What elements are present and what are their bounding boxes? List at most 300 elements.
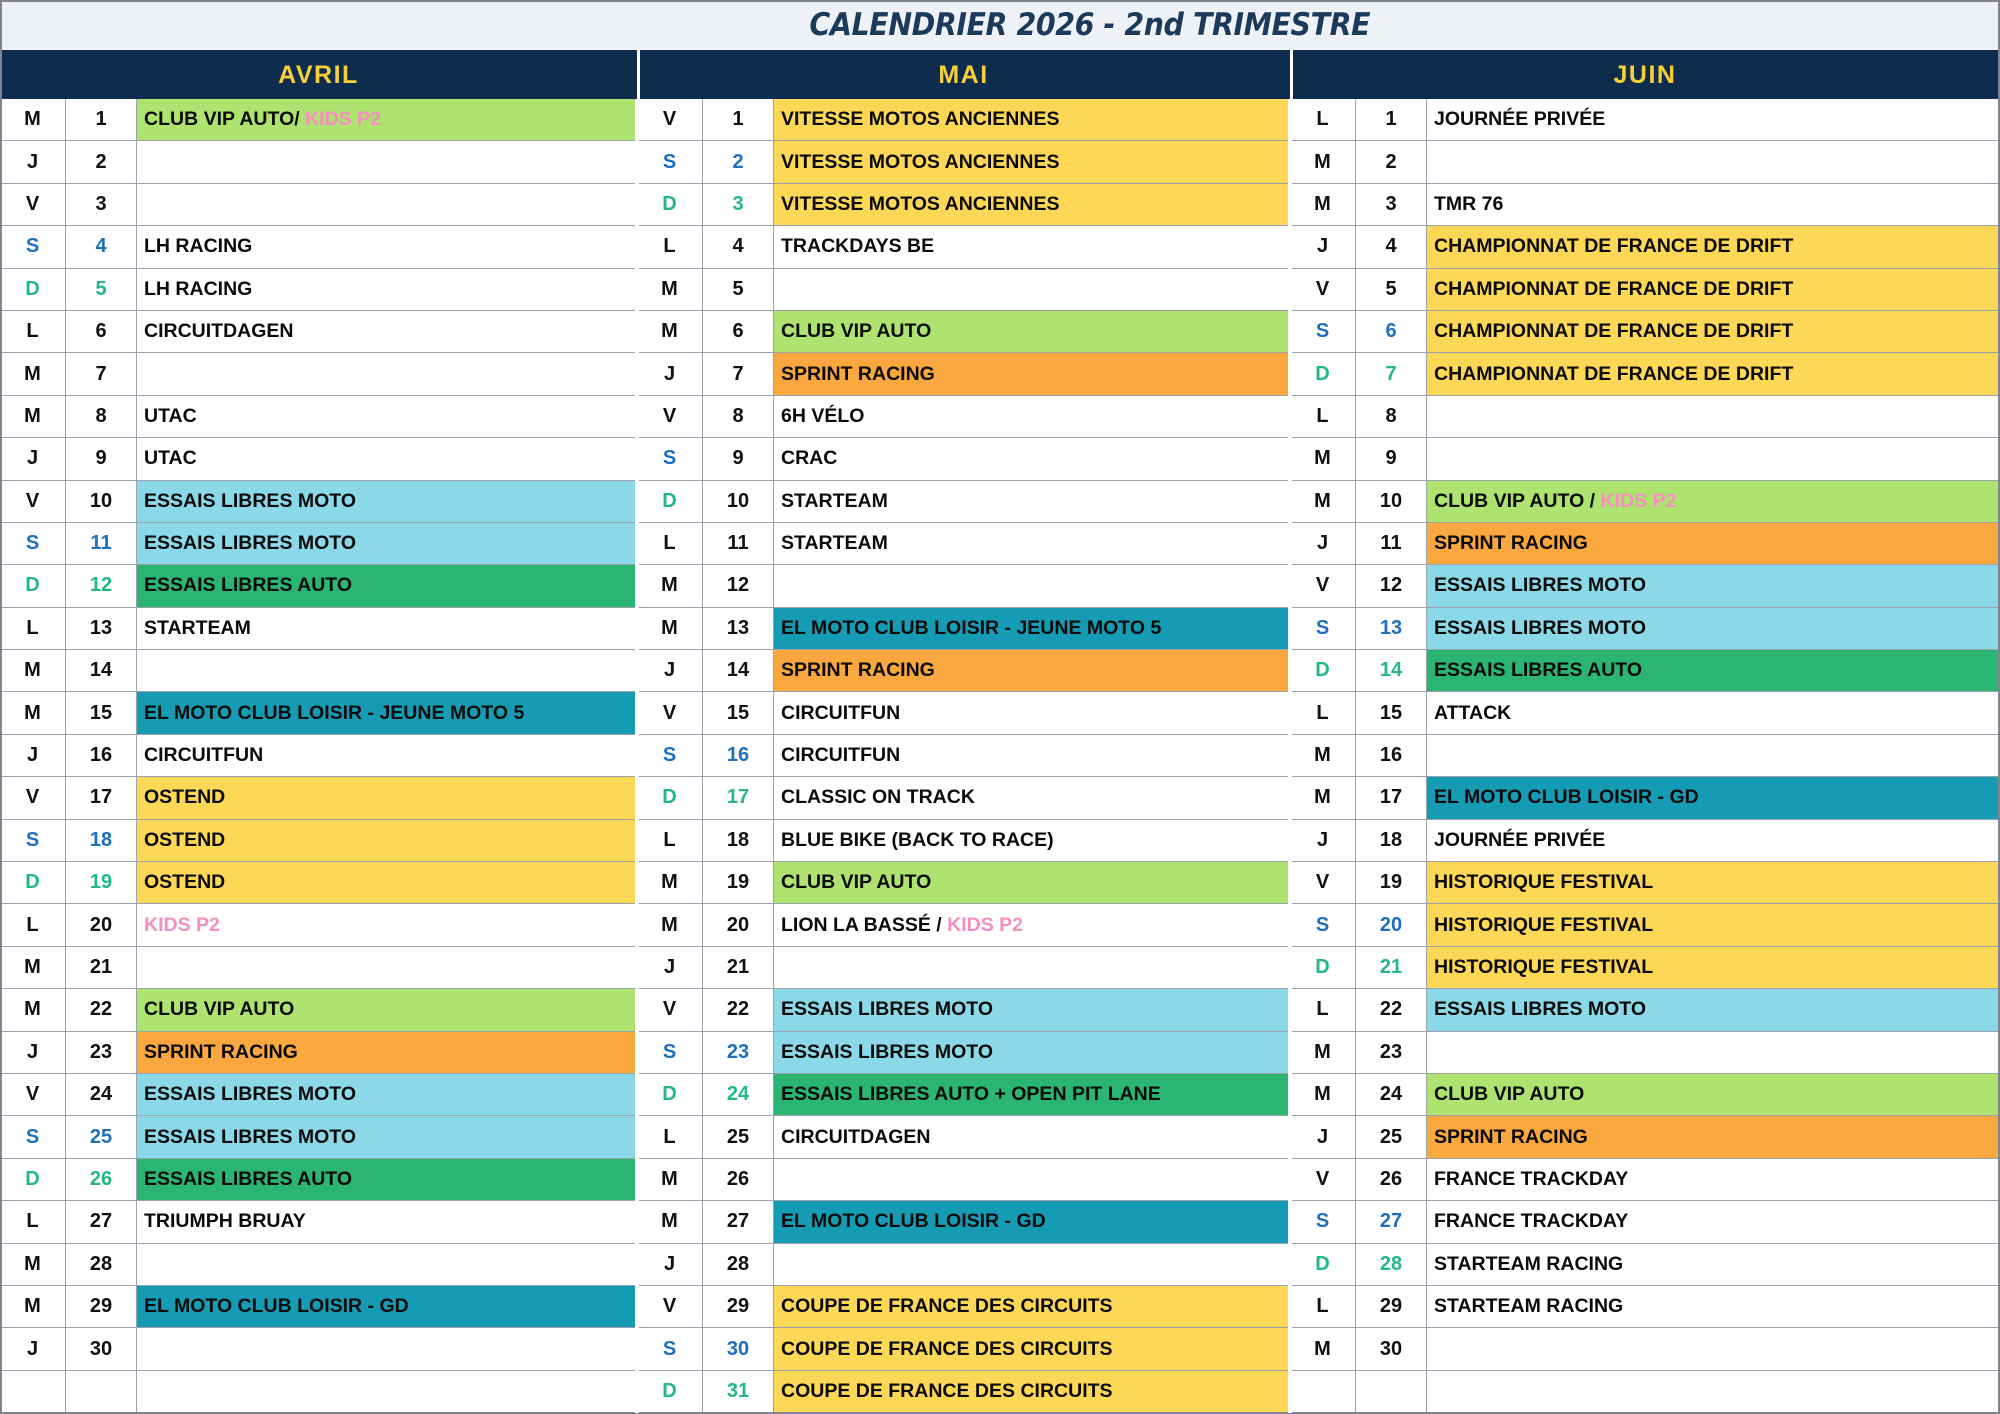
day-row (1290, 141, 2000, 183)
event-label: CIRCUITDAGEN (144, 320, 294, 343)
day-of-week-cell: M (1290, 777, 1356, 818)
event-cell[interactable] (1427, 1201, 2000, 1242)
event-cell[interactable] (774, 650, 1290, 691)
event-label: CIRCUITDAGEN (781, 1125, 931, 1148)
day-number-cell: 18 (1356, 820, 1427, 861)
day-row (637, 99, 1290, 141)
event-cell[interactable] (1427, 862, 2000, 903)
event-cell[interactable] (774, 226, 1290, 267)
event-cell[interactable] (1427, 269, 2000, 310)
event-label (144, 914, 637, 937)
event-cell[interactable] (774, 820, 1290, 861)
month-label-juin: JUIN (1613, 60, 1677, 89)
day-number-cell: 13 (703, 608, 774, 649)
event-cell[interactable] (774, 862, 1290, 903)
event-cell[interactable] (1427, 1074, 2000, 1115)
event-cell[interactable] (137, 269, 637, 310)
event-cell[interactable] (1427, 947, 2000, 988)
event-label: SPRINT RACING (781, 659, 935, 682)
event-cell[interactable] (1427, 1328, 2000, 1369)
day-of-week-cell: S (0, 820, 66, 861)
event-cell[interactable] (137, 904, 637, 945)
day-of-week-cell: M (1290, 1032, 1356, 1073)
event-cell[interactable] (137, 735, 637, 776)
day-number-cell: 14 (66, 650, 137, 691)
day-row (637, 565, 1290, 607)
event-label: CLUB VIP AUTO (781, 320, 932, 343)
day-of-week-cell: S (637, 735, 703, 776)
day-row (0, 1032, 637, 1074)
day-of-week-cell: J (0, 735, 66, 776)
event-cell[interactable] (774, 269, 1290, 310)
day-row (0, 523, 637, 565)
event-label: HISTORIQUE FESTIVAL (1434, 913, 1654, 936)
event-cell[interactable] (1427, 777, 2000, 818)
day-of-week-cell: J (637, 353, 703, 394)
event-cell[interactable] (137, 1244, 637, 1285)
day-number-cell: 20 (703, 904, 774, 945)
day-of-week-cell: M (1290, 481, 1356, 522)
month-column-avril (0, 99, 637, 1413)
event-cell[interactable] (137, 989, 637, 1030)
event-cell[interactable] (774, 438, 1290, 479)
event-cell[interactable] (137, 1201, 637, 1242)
event-cell[interactable] (774, 947, 1290, 988)
day-of-week-cell: J (0, 1328, 66, 1369)
page-title: CALENDRIER 2026 - 2nd TRIMESTRE (809, 7, 1371, 43)
event-cell[interactable] (137, 523, 637, 564)
day-of-week-cell: M (1290, 438, 1356, 479)
day-number-cell: 27 (66, 1201, 137, 1242)
day-row (637, 353, 1290, 395)
event-label: ESSAIS LIBRES MOTO (1434, 998, 1647, 1021)
day-row (1290, 904, 2000, 946)
day-number-cell: 24 (703, 1074, 774, 1115)
day-number-cell: 10 (66, 481, 137, 522)
event-cell[interactable] (774, 777, 1290, 818)
day-row (637, 650, 1290, 692)
day-of-week-cell (1290, 1371, 1356, 1413)
kids-p2-label: KIDS P2 (305, 108, 381, 131)
event-cell[interactable] (774, 481, 1290, 522)
day-of-week-cell: L (1290, 989, 1356, 1030)
event-label: STARTEAM RACING (1434, 1295, 1624, 1318)
day-of-week-cell: M (0, 353, 66, 394)
day-row (0, 1159, 637, 1201)
event-cell[interactable] (774, 523, 1290, 564)
day-of-week-cell: V (637, 1286, 703, 1327)
event-cell[interactable] (1427, 650, 2000, 691)
event-cell[interactable] (1427, 692, 2000, 733)
day-row (0, 1371, 637, 1413)
day-row (0, 1244, 637, 1286)
day-row (637, 481, 1290, 523)
day-row (0, 735, 637, 777)
title-bar (0, 0, 2000, 53)
day-row (1290, 1032, 2000, 1074)
event-label: STARTEAM RACING (1434, 1252, 1624, 1275)
day-number-cell: 20 (66, 904, 137, 945)
day-of-week-cell: M (0, 99, 66, 140)
event-cell[interactable] (137, 862, 637, 903)
day-row (637, 1244, 1290, 1286)
day-number-cell: 3 (703, 184, 774, 225)
day-number-cell: 24 (66, 1074, 137, 1115)
event-cell[interactable] (774, 989, 1290, 1030)
event-label: ESSAIS LIBRES AUTO (144, 1167, 353, 1190)
event-label: CHAMPIONNAT DE FRANCE DE DRIFT (1434, 320, 1794, 343)
day-of-week-cell: M (0, 1286, 66, 1327)
day-number-cell: 21 (703, 947, 774, 988)
event-cell[interactable] (137, 226, 637, 267)
event-cell[interactable] (774, 1032, 1290, 1073)
month-column-mai (637, 99, 1290, 1413)
day-of-week-cell: V (637, 396, 703, 437)
day-number-cell: 1 (703, 99, 774, 140)
day-number-cell: 26 (66, 1159, 137, 1200)
day-number-cell: 20 (1356, 904, 1427, 945)
day-number-cell: 25 (1356, 1116, 1427, 1157)
day-row (1290, 523, 2000, 565)
kids-p2-label: KIDS P2 (144, 913, 220, 936)
event-cell[interactable] (774, 1244, 1290, 1285)
day-of-week-cell: M (1290, 735, 1356, 776)
event-cell[interactable] (137, 608, 637, 649)
day-number-cell: 6 (66, 311, 137, 352)
day-row (0, 1074, 637, 1116)
day-of-week-cell: M (0, 1244, 66, 1285)
event-cell[interactable] (1427, 1032, 2000, 1073)
day-row (1290, 1159, 2000, 1201)
day-of-week-cell: L (637, 523, 703, 564)
day-row (637, 947, 1290, 989)
event-cell[interactable] (1427, 565, 2000, 606)
event-cell[interactable] (1427, 481, 2000, 522)
event-cell[interactable] (137, 1286, 637, 1327)
day-of-week-cell: L (637, 226, 703, 267)
day-of-week-cell: S (1290, 1201, 1356, 1242)
event-label: ESSAIS LIBRES AUTO (1434, 659, 1643, 682)
event-cell[interactable] (1427, 141, 2000, 182)
day-of-week-cell: L (1290, 1286, 1356, 1327)
day-row (0, 777, 637, 819)
event-cell[interactable] (1427, 99, 2000, 140)
event-cell[interactable] (137, 99, 637, 140)
day-row (1290, 820, 2000, 862)
event-cell[interactable] (774, 1116, 1290, 1157)
day-number-cell: 9 (66, 438, 137, 479)
day-of-week-cell: L (0, 311, 66, 352)
day-of-week-cell: L (0, 608, 66, 649)
day-row (0, 904, 637, 946)
event-cell[interactable] (774, 1371, 1290, 1413)
day-row (637, 269, 1290, 311)
event-cell[interactable] (1427, 1371, 2000, 1413)
event-label: STARTEAM (781, 489, 888, 512)
event-label: CHAMPIONNAT DE FRANCE DE DRIFT (1434, 235, 1794, 258)
event-cell[interactable] (137, 565, 637, 606)
event-cell[interactable] (137, 1159, 637, 1200)
month-header-juin (1290, 53, 2000, 97)
event-cell[interactable] (1427, 311, 2000, 352)
event-cell[interactable] (774, 692, 1290, 733)
event-cell[interactable] (137, 311, 637, 352)
day-number-cell: 18 (703, 820, 774, 861)
day-number-cell: 16 (703, 735, 774, 776)
day-row (637, 862, 1290, 904)
day-number-cell (1356, 1371, 1427, 1413)
event-cell[interactable] (1427, 523, 2000, 564)
day-row (1290, 1328, 2000, 1370)
event-label: HISTORIQUE FESTIVAL (1434, 956, 1654, 978)
event-label: ESSAIS LIBRES MOTO (144, 489, 357, 512)
day-number-cell: 4 (1356, 226, 1427, 267)
event-label: CHAMPIONNAT DE FRANCE DE DRIFT (1434, 362, 1794, 385)
day-of-week-cell: V (0, 777, 66, 818)
event-label: LION LA BASSÉ / KIDS P2 (781, 913, 1023, 936)
day-number-cell: 23 (66, 1032, 137, 1073)
month-header-avril (0, 53, 637, 97)
event-label: LH RACING (144, 277, 253, 300)
event-cell[interactable] (137, 438, 637, 479)
day-of-week-cell: L (0, 904, 66, 945)
event-cell[interactable] (774, 1074, 1290, 1115)
event-cell[interactable] (1427, 1116, 2000, 1157)
event-cell[interactable] (1427, 184, 2000, 225)
day-row (1290, 438, 2000, 480)
event-cell[interactable] (137, 1328, 637, 1369)
day-number-cell: 17 (66, 777, 137, 818)
event-cell[interactable] (1427, 904, 2000, 945)
event-cell[interactable] (774, 735, 1290, 776)
day-row (0, 184, 637, 226)
event-cell[interactable] (1427, 396, 2000, 437)
day-number-cell: 6 (703, 311, 774, 352)
event-cell[interactable] (137, 396, 637, 437)
event-label: JOURNÉE PRIVÉE (1434, 828, 1606, 851)
event-label: CLUB VIP AUTO/ KIDS P2 (144, 108, 381, 131)
event-label: CIRCUITFUN (144, 744, 264, 767)
event-cell[interactable] (774, 184, 1290, 225)
event-label: EL MOTO CLUB LOISIR - GD (144, 1295, 409, 1318)
day-number-cell: 27 (703, 1201, 774, 1242)
event-label: CIRCUITFUN (781, 701, 901, 724)
day-row (1290, 1116, 2000, 1158)
day-of-week-cell: S (1290, 608, 1356, 649)
event-cell[interactable] (1427, 1244, 2000, 1285)
day-number-cell: 30 (66, 1328, 137, 1369)
day-of-week-cell: M (1290, 184, 1356, 225)
day-row (637, 820, 1290, 862)
event-cell[interactable] (774, 311, 1290, 352)
event-label: COUPE DE FRANCE DES CIRCUITS (781, 1380, 1113, 1403)
day-number-cell: 28 (66, 1244, 137, 1285)
event-cell[interactable] (137, 141, 637, 182)
event-cell[interactable] (774, 904, 1290, 945)
day-row (1290, 862, 2000, 904)
event-cell[interactable] (137, 184, 637, 225)
event-cell[interactable] (137, 353, 637, 394)
event-cell[interactable] (137, 820, 637, 861)
event-label: COUPE DE FRANCE DES CIRCUITS (781, 1295, 1113, 1318)
day-row (0, 141, 637, 183)
day-number-cell: 31 (703, 1371, 774, 1413)
day-number-cell: 8 (1356, 396, 1427, 437)
event-label: CLUB VIP AUTO / KIDS P2 (1434, 489, 1677, 512)
day-row (0, 1116, 637, 1158)
event-cell[interactable] (1427, 735, 2000, 776)
day-of-week-cell: V (0, 184, 66, 225)
day-of-week-cell: J (1290, 1116, 1356, 1157)
day-of-week-cell: D (637, 184, 703, 225)
day-of-week-cell: V (1290, 1159, 1356, 1200)
day-row (1290, 735, 2000, 777)
event-cell[interactable] (137, 777, 637, 818)
day-number-cell: 1 (1356, 99, 1427, 140)
day-number-cell: 27 (1356, 1201, 1427, 1242)
day-of-week-cell: M (1290, 141, 1356, 182)
event-cell[interactable] (137, 650, 637, 691)
day-number-cell: 9 (1356, 438, 1427, 479)
day-of-week-cell: J (637, 1244, 703, 1285)
month-column-juin (1290, 99, 2000, 1413)
event-label: ESSAIS LIBRES MOTO (781, 998, 994, 1021)
event-label: LH RACING (144, 235, 253, 258)
event-label: EL MOTO CLUB LOISIR - JEUNE MOTO 5 (144, 701, 525, 724)
event-cell[interactable] (137, 481, 637, 522)
day-of-week-cell: D (0, 862, 66, 903)
day-of-week-cell: M (0, 947, 66, 988)
day-row (1290, 311, 2000, 353)
event-label: VITESSE MOTOS ANCIENNES (781, 192, 1060, 215)
day-of-week-cell: M (1290, 1074, 1356, 1115)
event-label: ESSAIS LIBRES MOTO (144, 1083, 357, 1106)
event-cell[interactable] (137, 1032, 637, 1073)
day-row (0, 481, 637, 523)
day-row (0, 650, 637, 692)
day-row (0, 820, 637, 862)
day-row (637, 311, 1290, 353)
day-row (637, 989, 1290, 1031)
day-of-week-cell: M (0, 692, 66, 733)
event-cell[interactable] (1427, 353, 2000, 394)
event-label: OSTEND (144, 871, 226, 894)
event-cell[interactable] (774, 608, 1290, 649)
event-cell[interactable] (1427, 226, 2000, 267)
month-header-row (0, 53, 2000, 99)
event-cell[interactable] (1427, 1286, 2000, 1327)
day-number-cell: 13 (1356, 608, 1427, 649)
event-cell[interactable] (137, 692, 637, 733)
event-label: VITESSE MOTOS ANCIENNES (781, 108, 1060, 131)
day-of-week-cell: L (1290, 692, 1356, 733)
day-row (637, 184, 1290, 226)
day-number-cell: 12 (66, 565, 137, 606)
event-cell[interactable] (774, 1328, 1290, 1369)
event-cell[interactable] (774, 1201, 1290, 1242)
event-label: EL MOTO CLUB LOISIR - JEUNE MOTO 5 (781, 616, 1162, 639)
day-number-cell: 29 (703, 1286, 774, 1327)
day-number-cell: 24 (1356, 1074, 1427, 1115)
event-cell[interactable] (774, 141, 1290, 182)
day-number-cell: 7 (66, 353, 137, 394)
event-cell[interactable] (137, 947, 637, 988)
event-label: ESSAIS LIBRES MOTO (144, 1125, 357, 1148)
event-label: CLUB VIP AUTO (781, 871, 932, 894)
event-cell[interactable] (137, 1074, 637, 1115)
event-cell[interactable] (774, 99, 1290, 140)
day-of-week-cell: M (637, 608, 703, 649)
day-number-cell: 21 (1356, 947, 1427, 988)
event-label: STARTEAM (144, 616, 251, 639)
day-row (0, 862, 637, 904)
day-of-week-cell: J (0, 1032, 66, 1073)
day-row (0, 396, 637, 438)
day-of-week-cell: D (0, 565, 66, 606)
day-row (1290, 777, 2000, 819)
event-cell[interactable] (137, 1116, 637, 1157)
day-number-cell: 2 (703, 141, 774, 182)
day-of-week-cell: V (1290, 862, 1356, 903)
day-number-cell: 26 (703, 1159, 774, 1200)
event-cell[interactable] (1427, 820, 2000, 861)
event-cell[interactable] (1427, 989, 2000, 1030)
day-of-week-cell: V (1290, 565, 1356, 606)
day-row (1290, 1201, 2000, 1243)
day-of-week-cell: S (1290, 311, 1356, 352)
event-cell[interactable] (1427, 608, 2000, 649)
event-label: ESSAIS LIBRES AUTO + OPEN PIT LANE (781, 1083, 1161, 1106)
day-row (1290, 1074, 2000, 1116)
event-cell[interactable] (1427, 438, 2000, 479)
event-cell[interactable] (774, 396, 1290, 437)
day-row (1290, 184, 2000, 226)
day-of-week-cell: S (0, 523, 66, 564)
day-number-cell (66, 1371, 137, 1413)
event-cell[interactable] (137, 1371, 637, 1413)
day-row (0, 99, 637, 141)
day-of-week-cell (0, 1371, 66, 1413)
day-number-cell: 1 (66, 99, 137, 140)
day-number-cell: 22 (1356, 989, 1427, 1030)
day-number-cell: 11 (66, 523, 137, 564)
day-number-cell: 4 (703, 226, 774, 267)
calendar-grid (0, 99, 2000, 1413)
day-of-week-cell: M (637, 311, 703, 352)
day-row (0, 989, 637, 1031)
event-cell[interactable] (774, 353, 1290, 394)
day-number-cell: 3 (66, 184, 137, 225)
day-number-cell: 25 (703, 1116, 774, 1157)
day-number-cell: 8 (66, 396, 137, 437)
event-cell[interactable] (774, 565, 1290, 606)
day-of-week-cell: S (637, 1032, 703, 1073)
day-row (1290, 396, 2000, 438)
day-number-cell: 30 (703, 1328, 774, 1369)
day-row (1290, 1371, 2000, 1413)
day-row (637, 735, 1290, 777)
event-label: SPRINT RACING (1434, 532, 1588, 555)
day-row (637, 226, 1290, 268)
day-of-week-cell: S (637, 1328, 703, 1369)
day-row (1290, 989, 2000, 1031)
event-cell[interactable] (774, 1159, 1290, 1200)
event-label: TMR 76 (1434, 192, 1504, 215)
event-cell[interactable] (774, 1286, 1290, 1327)
event-label: BLUE BIKE (BACK TO RACE) (781, 828, 1054, 851)
day-number-cell: 3 (1356, 184, 1427, 225)
event-cell[interactable] (1427, 1159, 2000, 1200)
